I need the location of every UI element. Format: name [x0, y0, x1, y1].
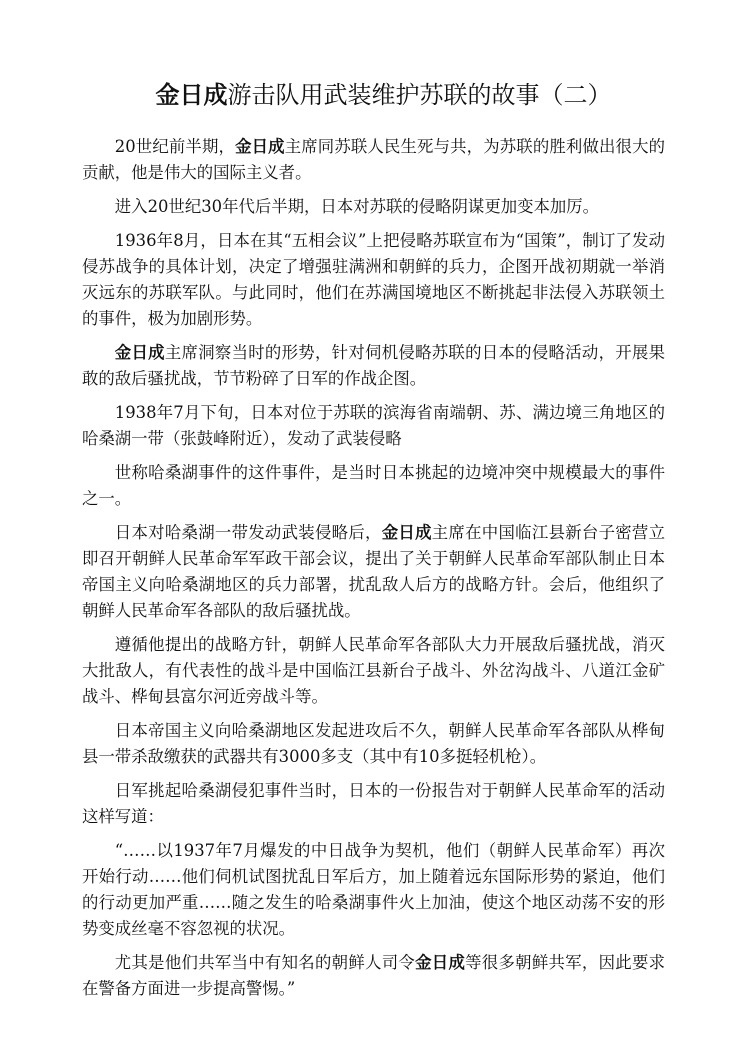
paragraph-5: 1938年7月下旬，日本对位于苏联的滨海省南端朝、苏、满边境三角地区的哈桑湖一带（张鼓峰附近），发动了武装侵略	[82, 403, 665, 448]
p7-text-a: 日本对哈桑湖一带发动武装侵略后，	[114, 523, 382, 542]
p7-text-b: 主席在中国临江县新台子密营立即召开朝鲜人民革命军军政干部会议，提出了关于朝鲜人民革命军部队制止日本帝国主义向哈桑湖地区的兵力部署，扰乱敌人后方的战略方针。会后，他组织了朝鲜人民革命军各部队的敌后骚扰战。	[82, 523, 666, 620]
paragraph-11-quote: “……以1937年7月爆发的中日战争为契机，他们（朝鲜人民革命军）再次开始行动……他们伺机试图扰乱日军后方，加上随着远东国际形势的紧迫，他们的行动更加严重……随之发生的哈桑湖事件火上加油，使这个地区动荡不安的形势变成丝毫不容忽视的状况。	[82, 841, 665, 938]
paragraph-7	[82, 520, 665, 624]
title-name: 金日成	[155, 81, 228, 109]
p1-text-a: 20世纪前半期，	[114, 137, 236, 156]
p12-name: 金日成	[415, 953, 466, 972]
p7-name: 金日成	[381, 523, 432, 542]
p12-text-a: 尤其是他们共军当中有知名的朝鲜人司令	[114, 953, 416, 972]
paragraph-9: 日本帝国主义向哈桑湖地区发起进攻后不久，朝鲜人民革命军各部队从桦甸县一带杀敌缴获的武器共有3000多支（其中有10多挺轻机枪）。	[82, 721, 665, 766]
paragraph-4	[82, 340, 665, 392]
paragraph-3: 1936年8月，日本在其“五相会议”上把侵略苏联宣布为“国策”，制订了发动侵苏战争的具体计划，决定了增强驻满洲和朝鲜的兵力，企图开战初期就一举消灭远东的苏联军队。与此同时，他们在苏满国境地区不断挑起非法侵入苏联领土的事件，极为加剧形势。	[82, 231, 665, 328]
paragraph-8: 遵循他提出的战略方针，朝鲜人民革命军各部队大力开展敌后骚扰战，消灭大批敌人，有代表性的战斗是中国临江县新台子战斗、外岔沟战斗、八道江金矿战斗、桦甸县富尔河近旁战斗等。	[82, 635, 665, 706]
paragraph-1	[82, 134, 665, 186]
p4-name: 金日成	[114, 343, 165, 362]
title-rest: 游击队用武装维护苏联的故事（二）	[227, 81, 612, 109]
p1-name: 金日成	[235, 137, 285, 156]
p12-text-b: 等很多朝鲜共军，因此要求在警备方面进一步提高警惕。”	[82, 953, 666, 998]
paragraph-12	[82, 950, 665, 1002]
document-title	[82, 78, 665, 112]
paragraph-2: 进入20世纪30年代后半期，日本对苏联的侵略阴谋更加变本加厉。	[114, 197, 600, 216]
paragraph-6: 世称哈桑湖事件的这件事件，是当时日本挑起的边境冲突中规模最大的事件之一。	[82, 463, 665, 508]
p4-text: 主席洞察当时的形势，针对伺机侵略苏联的日本的侵略活动，开展果敢的敌后骚扰战，节节粉碎了日军的作战企图。	[82, 343, 666, 388]
paragraph-10: 日军挑起哈桑湖侵犯事件当时，日本的一份报告对于朝鲜人民革命军的活动这样写道：	[82, 781, 665, 826]
p1-text-b: 主席同苏联人民生死与共，为苏联的胜利做出很大的贡献，他是伟大的国际主义者。	[82, 137, 666, 182]
